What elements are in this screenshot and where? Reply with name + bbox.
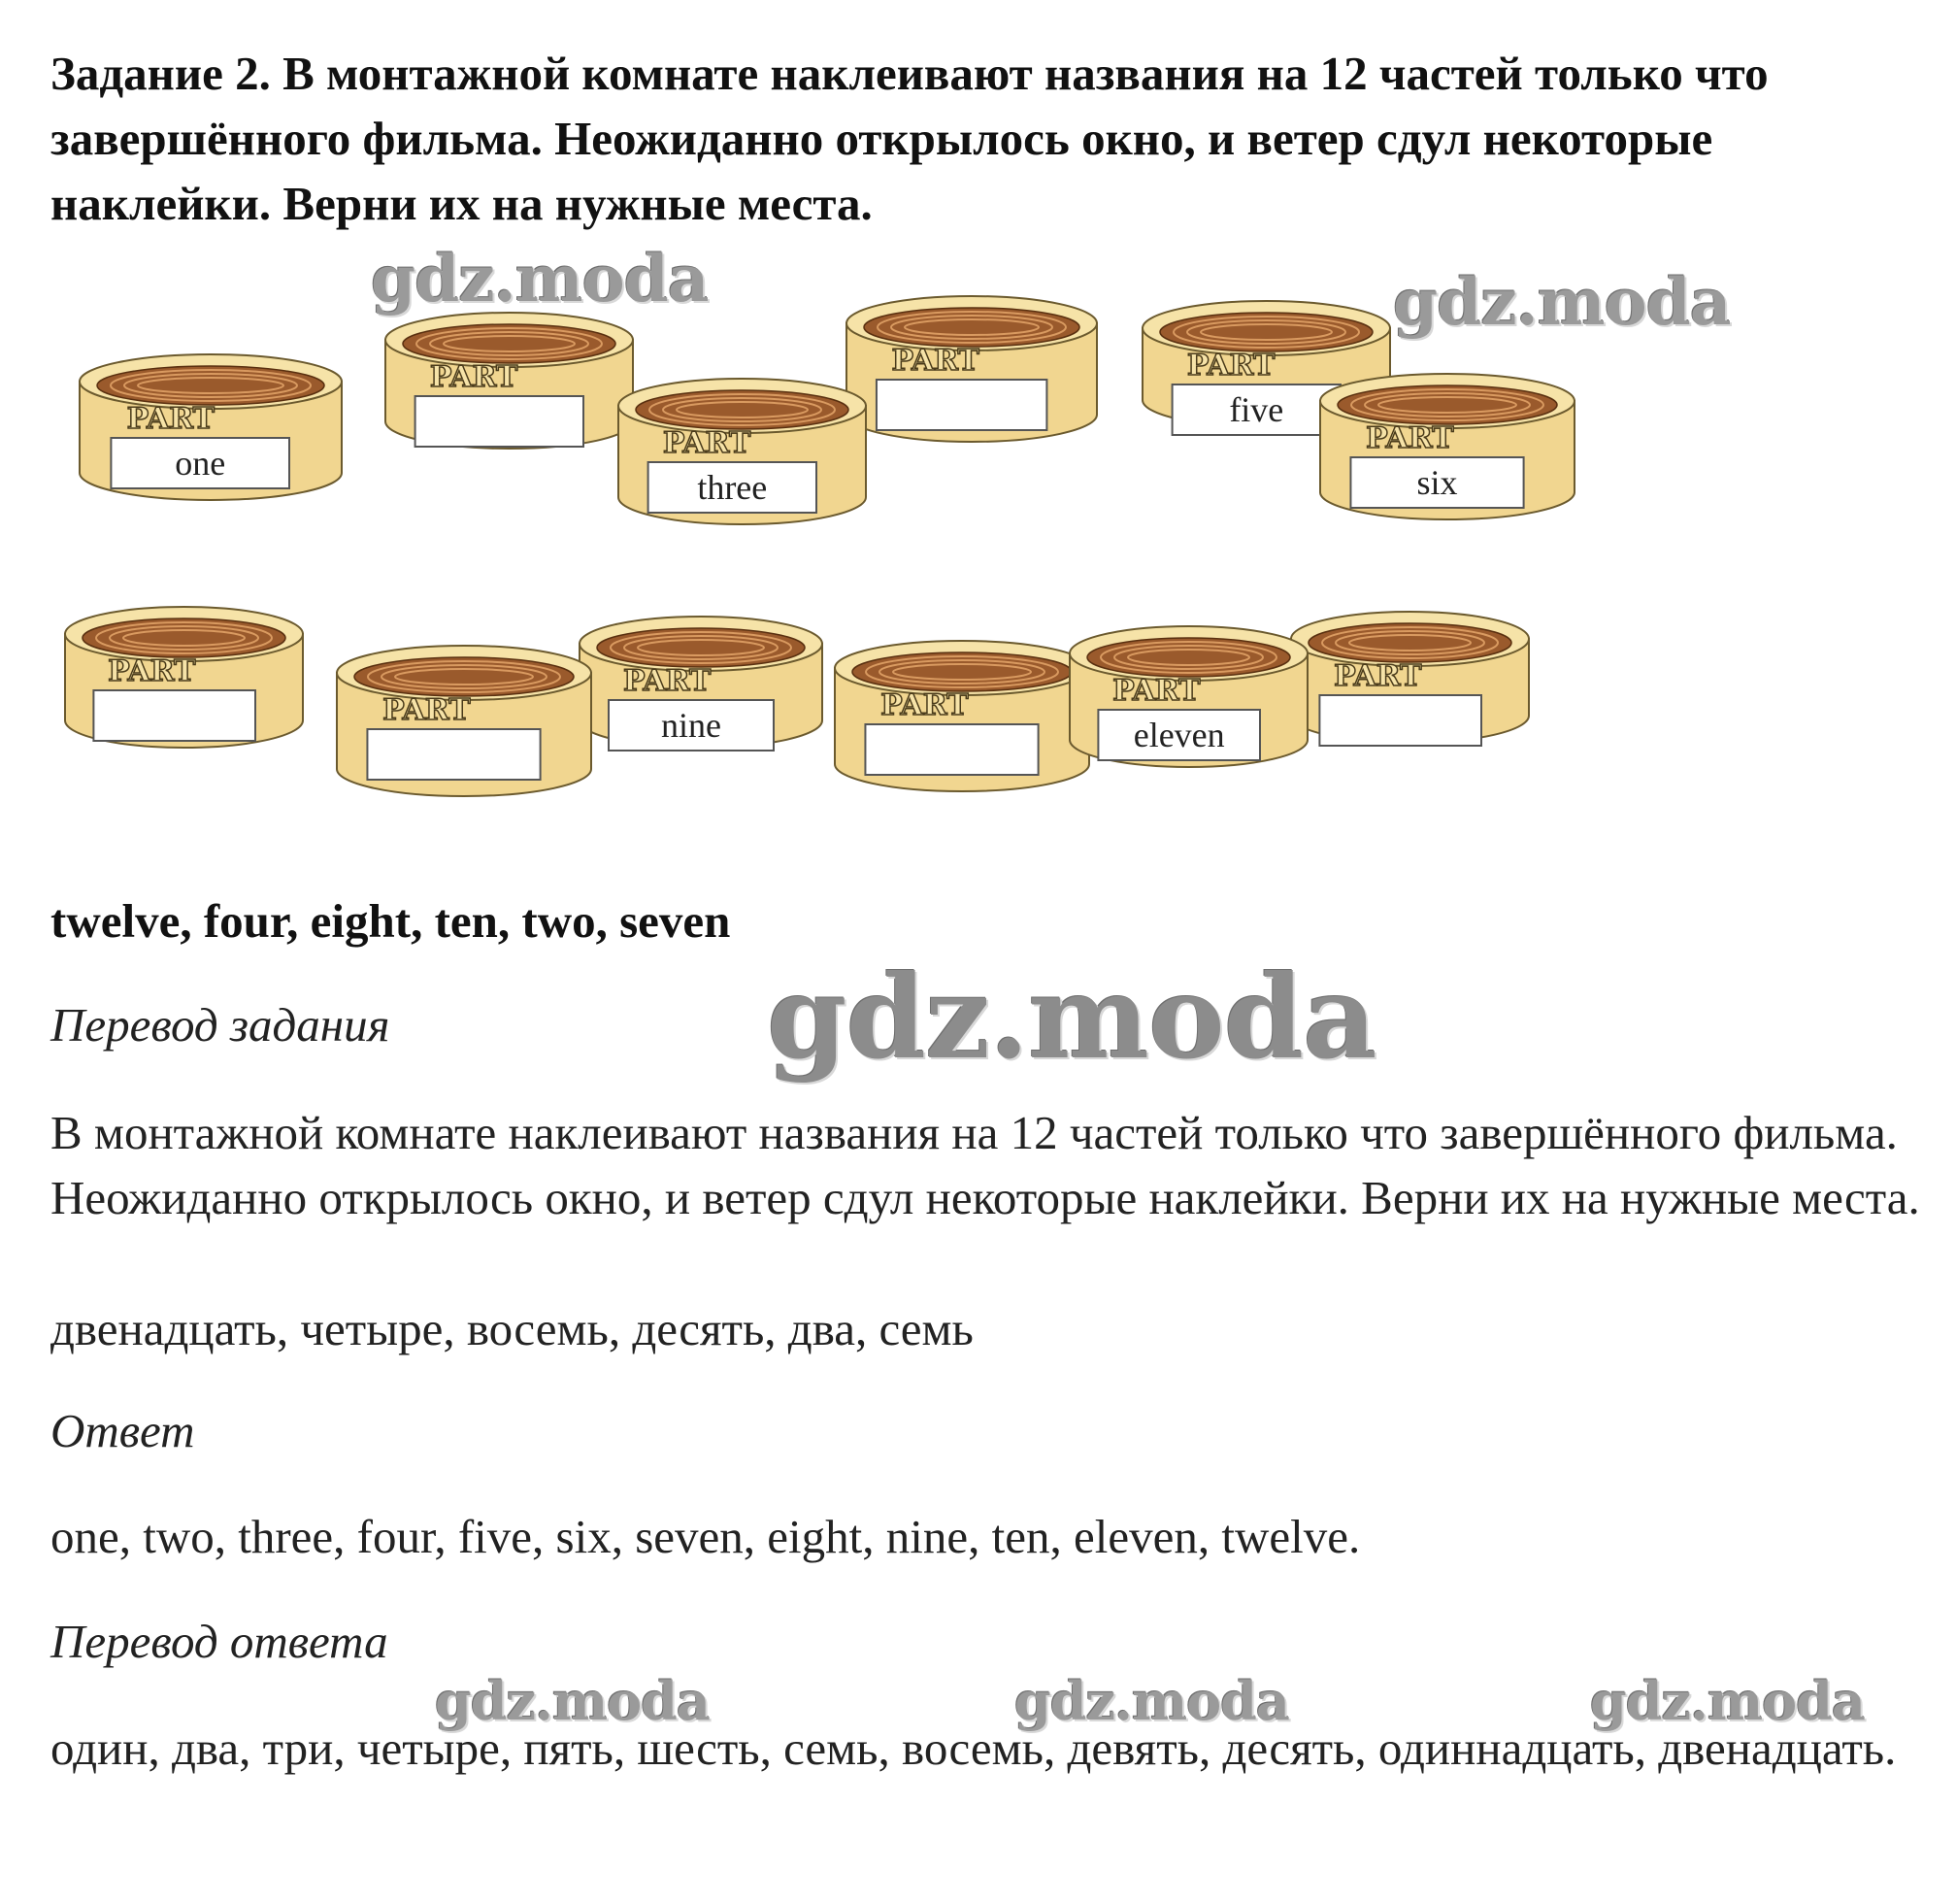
reel-part-word: PART — [1334, 659, 1422, 693]
reel-label-box — [93, 690, 255, 741]
reel-label-box — [415, 396, 583, 447]
reel-label-box — [865, 724, 1038, 775]
reel-label: five — [1229, 390, 1284, 429]
reel-label: nine — [661, 706, 721, 745]
film-reel — [385, 313, 633, 449]
answer-translation-text: один, два, три, четыре, пять, шесть, семь, восемь, девять, десять, одиннадцать, двенадцать. — [50, 1721, 1897, 1775]
reel-part-word: PART — [880, 688, 969, 722]
film-reel — [1320, 374, 1575, 519]
watermark: gdz.moda — [435, 1670, 710, 1732]
answer-heading: Ответ — [50, 1404, 195, 1457]
film-reel — [835, 641, 1089, 791]
reel-part-word: PART — [623, 664, 712, 698]
translation-words: двенадцать, четыре, восемь, десять, два, семь — [50, 1302, 974, 1355]
reel-label: six — [1416, 463, 1458, 502]
watermark: gdz.moda — [1393, 264, 1731, 340]
reel-label-box — [877, 380, 1046, 430]
film-reel — [80, 354, 342, 500]
reel-part-word: PART — [891, 344, 979, 378]
film-reel — [618, 379, 866, 524]
translation-heading: Перевод задания — [50, 998, 390, 1052]
watermark: gdz.moda — [371, 241, 709, 317]
reel-label: one — [175, 444, 226, 483]
reel-part-word: PART — [1366, 421, 1454, 455]
film-coil — [1338, 385, 1557, 424]
missing-words: twelve, four, eight, ten, two, seven — [50, 894, 731, 948]
answer-text: one, two, three, four, five, six, seven, eight, nine, ten, eleven, twelve. — [50, 1510, 1361, 1563]
reel-label: eleven — [1133, 716, 1225, 754]
film-coil — [864, 308, 1079, 347]
reel-part-word: PART — [1112, 674, 1201, 708]
reel-part-word: PART — [662, 426, 751, 460]
film-reel — [1291, 612, 1529, 746]
answer-translation-heading: Перевод ответа — [50, 1615, 388, 1668]
film-reel — [1070, 626, 1308, 767]
film-reels-illustration — [50, 282, 1579, 840]
film-reel — [65, 607, 303, 748]
film-coil — [852, 652, 1072, 691]
film-coil — [636, 390, 848, 429]
watermark: gdz.moda — [767, 950, 1376, 1085]
watermark: gdz.moda — [1014, 1670, 1289, 1732]
film-coil — [97, 366, 324, 405]
reel-part-word: PART — [429, 360, 518, 394]
film-reel — [580, 617, 822, 751]
film-coil — [597, 628, 805, 667]
watermark: gdz.moda — [1590, 1670, 1865, 1732]
task-title: Задание 2. В монтажной комнате наклеивают названия на 12 частей только что завершённого фильма. Неожиданно открылось окно, и ветер сдул некоторые наклейки. Верни их на нужные места. — [50, 47, 1769, 230]
film-coil — [1309, 623, 1511, 662]
reel-label-box — [367, 729, 540, 780]
film-coil — [354, 657, 574, 696]
reel-part-word: PART — [108, 654, 196, 688]
reel-part-word: PART — [382, 693, 471, 727]
reel-label-box — [1319, 695, 1481, 746]
reel-part-word: PART — [126, 402, 215, 436]
film-coil — [1160, 313, 1373, 351]
film-reel — [337, 646, 591, 796]
reel-label: three — [697, 468, 768, 507]
film-reels-svg — [50, 282, 1579, 840]
reel-part-word: PART — [1186, 349, 1276, 383]
film-coil — [403, 324, 615, 363]
film-reel — [846, 296, 1097, 442]
translation-text: В монтажной комнате наклеивают названия на 12 частей только что завершённого фильма. Неожиданно открылось окно, и ветер сдул некоторые наклейки. Верни их на нужные места. — [50, 1106, 1920, 1224]
film-coil — [1087, 638, 1290, 677]
film-coil — [83, 618, 285, 657]
